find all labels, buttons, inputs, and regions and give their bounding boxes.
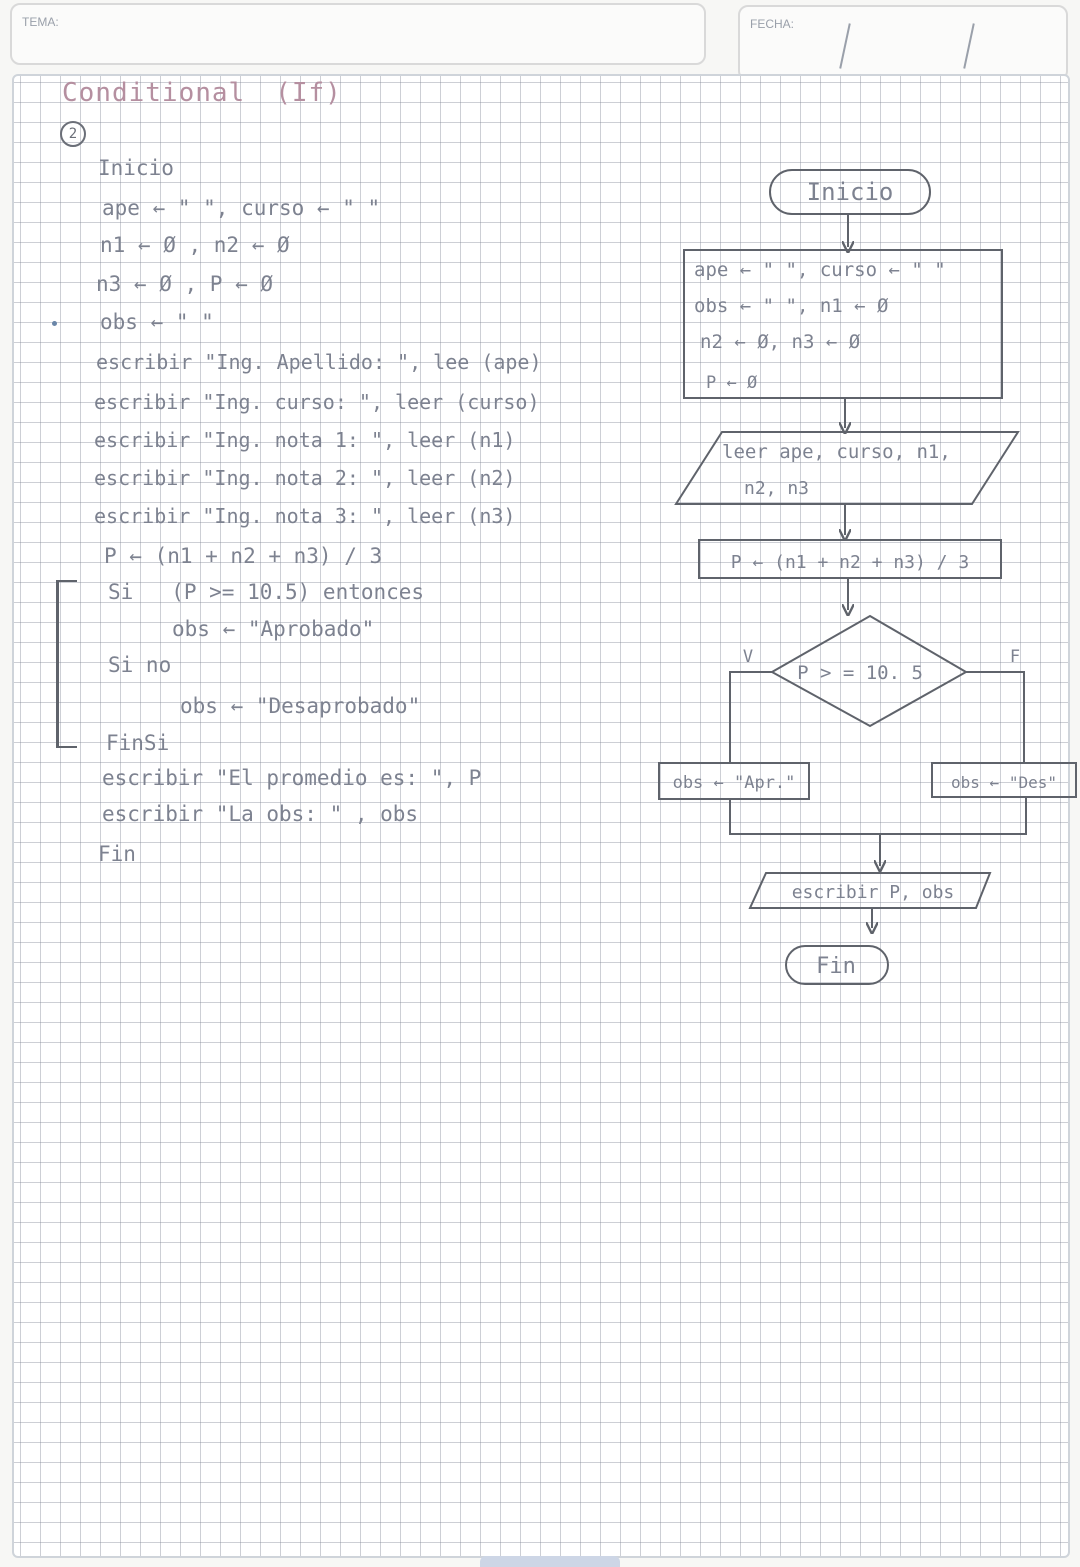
code-line: escribir "Ing. nota 2: ", leer (n2)	[94, 466, 516, 490]
flow-true-action: obs ← "Apr."	[672, 773, 796, 793]
code-line: escribir "Ing. Apellido: ", lee (ape)	[96, 350, 542, 374]
footer-brand-mark	[480, 1556, 620, 1567]
code-line: n1 ← Ø , n2 ← Ø	[100, 233, 290, 257]
code-line: ape ← " ", curso ← " "	[102, 196, 381, 220]
flow-end-label: Fin	[816, 954, 856, 979]
flow-init-line: P ← Ø	[706, 373, 758, 393]
code-line: FinSi	[106, 731, 170, 755]
flow-init-line: ape ← " ", curso ← " "	[694, 259, 946, 281]
code-line: escribir "Ing. curso: ", leer (curso)	[94, 390, 540, 414]
code-line: escribir "Ing. nota 3: ", leer (n3)	[94, 504, 516, 528]
code-line: obs ← "Aprobado"	[172, 617, 375, 641]
flow-init-line: obs ← " ", n1 ← Ø	[694, 295, 889, 317]
flow-process-label: P ← (n1 + n2 + n3) / 3	[730, 552, 970, 573]
fecha-label: FECHA:	[750, 17, 795, 31]
flow-output-label: escribir P, obs	[791, 882, 955, 903]
code-line: Inicio	[98, 156, 174, 180]
flow-init-line: n2 ← Ø, n3 ← Ø	[700, 331, 861, 353]
flow-false-action: obs ← "Des"	[951, 773, 1057, 792]
title-sub: (If)	[275, 78, 342, 108]
code-line: escribir "El promedio es: ", P	[102, 766, 482, 790]
exercise-number: 2	[60, 121, 86, 147]
code-line: Fin	[98, 842, 136, 866]
flow-true-label: V	[742, 647, 754, 667]
flow-false-label: F	[1009, 647, 1021, 667]
code-line: P ← (n1 + n2 + n3) / 3	[104, 544, 383, 568]
tema-label: TEMA:	[22, 15, 59, 29]
flow-decision-label: P > = 10. 5	[797, 662, 923, 684]
flow-input-line: leer ape, curso, n1,	[722, 441, 951, 463]
title-main: Conditional	[62, 78, 246, 108]
code-line: escribir "La obs: " , obs	[102, 802, 419, 826]
code-line: obs ← " "	[100, 310, 214, 334]
code-line: escribir "Ing. nota 1: ", leer (n1)	[94, 428, 516, 452]
code-line: obs ← "Desaprobado"	[180, 694, 421, 718]
code-line: Si no	[108, 653, 172, 677]
flow-start-label: Inicio	[806, 178, 894, 206]
flow-input-line: n2, n3	[744, 478, 810, 499]
code-line: n3 ← Ø , P ← Ø	[96, 272, 274, 296]
code-line: Si (P >= 10.5) entonces	[108, 580, 425, 604]
